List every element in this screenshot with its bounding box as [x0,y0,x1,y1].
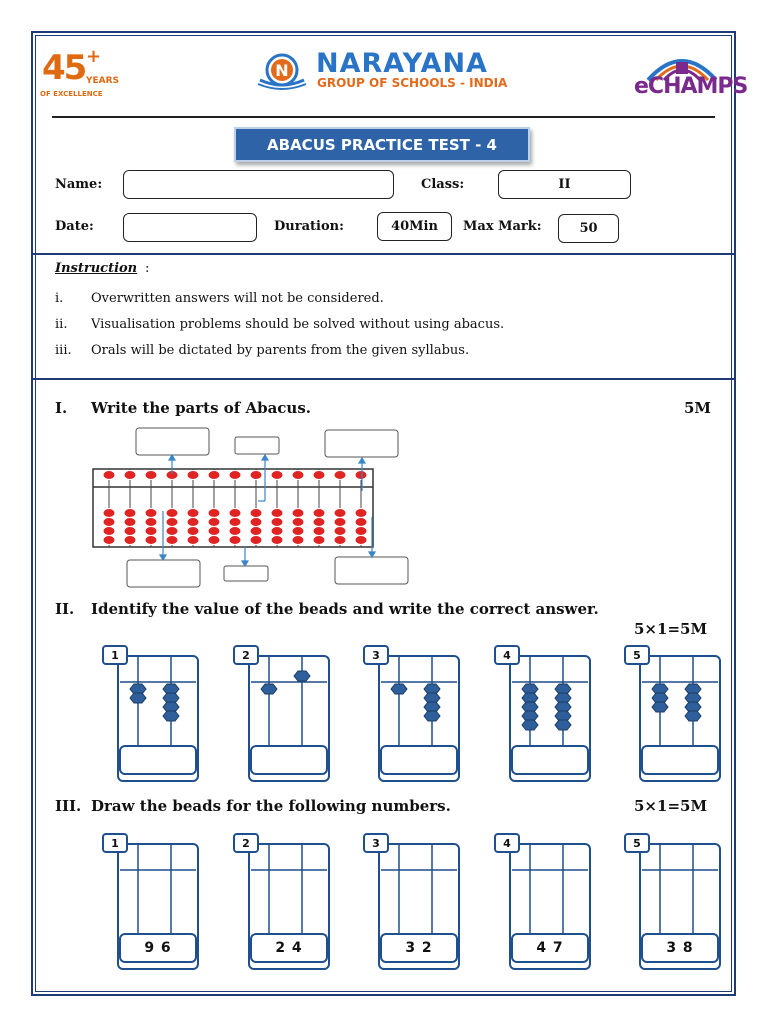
lower-bead [208,536,220,545]
section-divider-1 [33,253,734,255]
instruction-text-3: Orals will be dictated by parents from the given syllabus. [91,343,470,358]
lower-bead [187,536,199,545]
part-label-box-top-3[interactable] [325,430,398,457]
name-label: Name: [55,177,103,192]
upper-bead [124,471,136,480]
lower-bead [187,527,199,536]
answer-box[interactable] [119,745,197,775]
upper-bead [271,471,283,480]
upper-bead [208,471,220,480]
upper-bead [294,671,310,681]
lower-bead [355,509,367,518]
lower-bead [271,518,283,527]
lower-bead [424,711,440,721]
abacus-card [233,833,333,973]
lower-bead [685,711,701,721]
number-box: 2 4 [250,933,328,963]
lower-bead [250,536,262,545]
section-2-heading [55,600,599,618]
lower-bead [652,702,668,712]
lower-bead [250,518,262,527]
part-label-box-bottom-3[interactable] [335,557,408,584]
section-1-number: I. [55,399,68,417]
section-3-heading [55,797,451,815]
number-box: 3 8 [641,933,719,963]
lower-bead [145,509,157,518]
lower-bead [355,518,367,527]
answer-box[interactable] [641,745,719,775]
section-2-title: Identify the value of the beads and write the correct answer. [91,600,599,618]
card-number: 4 [494,833,520,853]
answer-box[interactable] [380,745,458,775]
lower-bead [355,536,367,545]
section-3-marks: 5×1=5M [634,797,708,815]
upper-bead [292,471,304,480]
lower-bead [313,509,325,518]
lower-bead [250,527,262,536]
upper-bead [145,471,157,480]
part-label-box-top-1[interactable] [136,428,209,455]
abacus-parts-diagram [90,425,420,590]
logo-45-years: YEARS [86,76,120,86]
svg-text:N: N [275,61,289,80]
duration-label: Duration: [274,219,344,234]
card-number: 1 [102,833,128,853]
card-number: 4 [494,645,520,665]
upper-bead [355,471,367,480]
section-1-title: Write the parts of Abacus. [91,399,312,417]
abacus-card [102,645,202,785]
abacus-rods [103,469,367,547]
class-field[interactable]: II [498,170,631,199]
years-of-excellence-logo [40,46,120,100]
instruction-colon: : [145,261,150,276]
lower-bead [208,527,220,536]
lower-bead [124,518,136,527]
instruction-num-3: iii. [55,343,72,358]
header-divider [52,116,715,118]
upper-bead [187,471,199,480]
lower-bead [103,527,115,536]
lower-bead [103,518,115,527]
instruction-text-1: Overwritten answers will not be considered. [91,291,384,306]
lower-bead [208,518,220,527]
lower-bead [313,518,325,527]
test-title: ABACUS PRACTICE TEST - 4 [234,127,530,162]
class-label: Class: [421,177,465,192]
logo-45-excellence: OF EXCELLENCE [40,90,103,98]
card-number: 3 [363,645,389,665]
abacus-card [102,833,202,973]
lower-bead [166,509,178,518]
narayana-emblem-icon [256,50,308,92]
lower-bead [166,527,178,536]
lower-bead [163,711,179,721]
lower-bead [145,536,157,545]
section-3-title: Draw the beads for the following numbers. [91,797,451,815]
lower-bead [208,509,220,518]
instruction-text-2: Visualisation problems should be solved without using abacus. [91,317,505,332]
date-field[interactable] [123,213,257,242]
abacus-card [624,833,724,973]
lower-bead [124,536,136,545]
upper-bead [334,471,346,480]
lower-bead [124,527,136,536]
number-box: 9 6 [119,933,197,963]
section-3-number: III. [55,797,82,815]
answer-box[interactable] [250,745,328,775]
lower-bead [292,509,304,518]
lower-bead [229,527,241,536]
part-label-box-top-2[interactable] [235,437,279,454]
max-mark-label: Max Mark: [463,219,542,234]
lower-bead [145,527,157,536]
duration-field[interactable]: 40Min [377,212,452,241]
lower-bead [334,527,346,536]
lower-bead [334,536,346,545]
name-field[interactable] [123,170,394,199]
echamps-logo [634,48,748,100]
upper-bead [313,471,325,480]
lower-bead [229,509,241,518]
card-number: 5 [624,645,650,665]
lower-bead [166,518,178,527]
card-number: 1 [102,645,128,665]
lower-bead [292,536,304,545]
brand-subtitle: GROUP OF SCHOOLS - INDIA [317,76,508,90]
instruction-num-1: i. [55,291,64,306]
echamps-text: eCHAMPS [634,74,748,99]
lower-bead [145,518,157,527]
abacus-card [363,833,463,973]
upper-bead [103,471,115,480]
section-1-heading [55,399,311,417]
card-number: 5 [624,833,650,853]
part-label-box-bottom-1[interactable] [127,560,200,587]
lower-bead [292,527,304,536]
card-number: 3 [363,833,389,853]
lower-bead [555,720,571,730]
abacus-card [233,645,333,785]
lower-bead [250,509,262,518]
upper-bead [229,471,241,480]
lower-bead [103,509,115,518]
lower-bead [187,518,199,527]
lower-bead [313,527,325,536]
number-box: 4 7 [511,933,589,963]
lower-bead [313,536,325,545]
instruction-title: Instruction [55,261,138,276]
lower-bead [187,509,199,518]
instruction-num-2: ii. [55,317,68,332]
lower-bead [355,527,367,536]
section-2-number: II. [55,600,75,618]
lower-bead [292,518,304,527]
lower-bead [334,509,346,518]
date-label: Date: [55,219,94,234]
lower-bead [166,536,178,545]
logo-45-plus: + [86,46,102,67]
lower-bead [130,693,146,703]
lower-bead [271,536,283,545]
lower-bead [103,536,115,545]
card-number: 2 [233,833,259,853]
section-1-marks: 5M [684,399,712,417]
section-divider-2 [33,378,734,380]
max-mark-field[interactable]: 50 [558,214,619,243]
lower-bead [522,720,538,730]
lower-bead [124,509,136,518]
lower-bead [229,518,241,527]
lower-bead [229,536,241,545]
abacus-card [363,645,463,785]
card-number: 2 [233,645,259,665]
abacus-card [494,645,594,785]
number-box: 3 2 [380,933,458,963]
abacus-card [624,645,724,785]
lower-bead [261,684,277,694]
lower-bead [271,527,283,536]
lower-bead [391,684,407,694]
part-label-box-bottom-2[interactable] [224,566,268,581]
answer-box[interactable] [511,745,589,775]
logo-45-number: 45 [42,48,86,88]
abacus-card [494,833,594,973]
brand-name: NARAYANA [316,48,488,79]
lower-bead [334,518,346,527]
section-2-marks: 5×1=5M [634,620,708,638]
upper-bead [250,471,262,480]
lower-bead [271,509,283,518]
